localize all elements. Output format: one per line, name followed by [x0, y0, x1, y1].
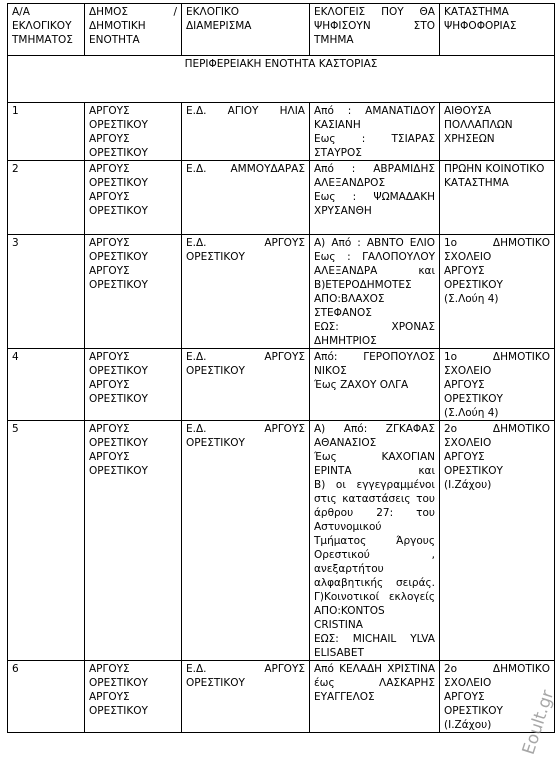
- cell-katastima-line: (Ι.Ζάχου): [444, 479, 492, 491]
- cell-katastima-line: 2ο ΔΗΜΟΤΙΚΟ: [444, 663, 550, 675]
- cell-dimos-line: ΑΡΓΟΥΣ: [89, 423, 130, 435]
- cell-ekloges-line: ΔΗΜΗΤΡΙΟΣ: [314, 335, 377, 347]
- cell-ekloges-line: ΕΩΣ: ΧΡΟΝΑΣ: [314, 321, 435, 333]
- cell-ekloges-line: Εως : ΓΑΛΟΠΟΥΛΟΥ: [314, 251, 435, 263]
- cell-ekloges-line: Α) Από: ΖΓΚΑΦΑΣ: [314, 423, 435, 435]
- cell-katastima-line: ΧΡΗΣΕΩΝ: [444, 133, 495, 145]
- cell-dimos-line: ΑΡΓΟΥΣ: [89, 163, 130, 175]
- cell-dimos-line: ΑΡΓΟΥΣ: [89, 451, 130, 463]
- table-header-row: [8, 4, 555, 56]
- cell-katastima-line: 2ο ΔΗΜΟΤΙΚΟ: [444, 423, 550, 435]
- cell-dimos: [85, 661, 182, 733]
- cell-katastima-line: ΑΡΓΟΥΣ: [444, 451, 485, 463]
- cell-katastima-line: (Ι.Ζάχου): [444, 719, 492, 731]
- cell-ekloges-line: ΕΥΑΓΓΕΛΟΣ: [314, 691, 375, 703]
- cell-katastima-line: ΑΡΓΟΥΣ: [444, 379, 485, 391]
- region-row: [8, 56, 555, 103]
- cell-dimos-line: ΟΡΕΣΤΙΚΟΥ: [89, 705, 148, 717]
- cell-dimos-line: ΟΡΕΣΤΙΚΟΥ: [89, 437, 148, 449]
- cell-ekloges-line: ΧΡΥΣΑΝΘΗ: [314, 205, 372, 217]
- cell-diamerisma: [182, 421, 310, 661]
- cell-katastima-line: ΣΧΟΛΕΙΟ: [444, 437, 492, 449]
- header-katastima: ΚΑΤΑΣΤΗΜΑ ΨΗΦΟΦΟΡΙΑΣ: [440, 4, 555, 56]
- cell-dimos-line: ΑΡΓΟΥΣ: [89, 133, 130, 145]
- cell-ekloges-line: άρθρου 27: του: [314, 507, 435, 519]
- cell-ekloges: [310, 661, 440, 733]
- cell-katastima-line: ΠΡΩΗΝ ΚΟΙΝΟΤΙΚΟ: [444, 163, 545, 175]
- cell-aa: 4: [8, 349, 85, 421]
- cell-ekloges-line: Εως : ΨΩΜΑΔΑΚΗ: [314, 191, 435, 203]
- cell-katastima-line: ΟΡΕΣΤΙΚΟΥ: [444, 393, 503, 405]
- cell-katastima: [440, 421, 555, 661]
- cell-ekloges: [310, 235, 440, 349]
- cell-ekloges-line: Ορεστικού ,: [314, 549, 435, 561]
- cell-ekloges-line: έως ΛΑΣΚΑΡΗΣ: [314, 677, 435, 689]
- cell-katastima: [440, 349, 555, 421]
- table-row: [8, 103, 555, 161]
- cell-diamerisma-line: ΟΡΕΣΤΙΚΟΥ: [186, 677, 245, 689]
- cell-katastima-line: ΟΡΕΣΤΙΚΟΥ: [444, 279, 503, 291]
- cell-katastima-line: ΠΟΛΛΑΠΛΩΝ: [444, 119, 513, 131]
- cell-ekloges-line: Τμήματος Άργους: [314, 535, 435, 547]
- cell-ekloges-line: ΑΘΑΝΑΣΙΟΣ: [314, 437, 377, 449]
- cell-ekloges: [310, 349, 440, 421]
- cell-diamerisma-line: Ε.Δ. ΑΡΓΟΥΣ: [186, 237, 305, 249]
- cell-dimos-line: ΟΡΕΣΤΙΚΟΥ: [89, 677, 148, 689]
- cell-katastima-line: ΟΡΕΣΤΙΚΟΥ: [444, 705, 503, 717]
- cell-aa: 5: [8, 421, 85, 661]
- cell-ekloges-line: αλφαβητικής σειράς.: [314, 577, 435, 589]
- cell-dimos-line: ΑΡΓΟΥΣ: [89, 191, 130, 203]
- cell-dimos-line: ΑΡΓΟΥΣ: [89, 105, 130, 117]
- cell-dimos-line: ΟΡΕΣΤΙΚΟΥ: [89, 365, 148, 377]
- cell-diamerisma-line: Ε.Δ. ΑΜΜΟΥΔΑΡΑΣ: [186, 163, 305, 175]
- cell-ekloges-line: ανεξαρτήτου: [314, 563, 384, 575]
- cell-katastima-line: ΑΡΓΟΥΣ: [444, 691, 485, 703]
- cell-dimos-line: ΟΡΕΣΤΙΚΟΥ: [89, 393, 148, 405]
- cell-ekloges-line: ΑΠΟ:ΒΛΑΧΟΣ: [314, 293, 385, 305]
- table-row: [8, 161, 555, 235]
- cell-diamerisma: [182, 235, 310, 349]
- cell-ekloges-line: Έως ΚΑΧΟΓΙΑΝ: [314, 451, 435, 463]
- cell-katastima-line: ΟΡΕΣΤΙΚΟΥ: [444, 465, 503, 477]
- cell-ekloges-line: Β)ΕΤΕΡΟΔΗΜΟΤΕΣ: [314, 279, 412, 291]
- cell-ekloges: [310, 421, 440, 661]
- cell-aa: 2: [8, 161, 85, 235]
- cell-ekloges-line: Γ)Κοινοτικοί εκλογείς: [314, 591, 435, 603]
- cell-ekloges-line: ΑΠΟ:KONTOS: [314, 605, 385, 617]
- header-aa-tmimatos: Α/Α ΕΚΛΟΓΙΚΟΥ ΤΜΗΜΑΤΟΣ: [8, 4, 85, 56]
- cell-ekloges-line: Εως : ΤΣΙΑΡΑΣ: [314, 133, 435, 145]
- cell-dimos-line: ΑΡΓΟΥΣ: [89, 265, 130, 277]
- cell-ekloges-line: Έως ΖΑΧΟΥ ΟΛΓΑ: [314, 379, 409, 391]
- cell-dimos-line: ΟΡΕΣΤΙΚΟΥ: [89, 251, 148, 263]
- cell-ekloges-line: ΕΩΣ: MICHAIL YLVA: [314, 633, 435, 645]
- cell-katastima-line: ΣΧΟΛΕΙΟ: [444, 677, 492, 689]
- cell-dimos-line: ΟΡΕΣΤΙΚΟΥ: [89, 147, 148, 159]
- cell-katastima: [440, 235, 555, 349]
- cell-katastima-line: 1ο ΔΗΜΟΤΙΚΟ: [444, 237, 550, 249]
- cell-dimos-line: ΑΡΓΟΥΣ: [89, 237, 130, 249]
- cell-ekloges-line: ΑΛΕΞΑΝΔΡΟΣ: [314, 177, 386, 189]
- cell-aa: 6: [8, 661, 85, 733]
- cell-ekloges-line: ΝΙΚΟΣ: [314, 365, 347, 377]
- cell-ekloges: [310, 103, 440, 161]
- cell-ekloges-line: Β) οι εγγεγραμμένοι: [314, 479, 435, 491]
- cell-ekloges-line: ΕΡΙΝΤΑ και: [314, 465, 435, 477]
- header-diamerisma: ΕΚΛΟΓΙΚΟ ΔΙΑΜΕΡΙΣΜΑ: [182, 4, 310, 56]
- cell-katastima: [440, 161, 555, 235]
- cell-ekloges-line: Από : ΑΒΡΑΜΙΔΗΣ: [314, 163, 435, 175]
- table-row: [8, 661, 555, 733]
- cell-katastima-line: ΑΡΓΟΥΣ: [444, 265, 485, 277]
- cell-ekloges: [310, 161, 440, 235]
- table-row: [8, 235, 555, 349]
- cell-ekloges-line: Α) Από : ΑΒΝΤΟ ΕΛΙΟ: [314, 237, 435, 249]
- region-title: ΠΕΡΙΦΕΡΕΙΑΚΗ ΕΝΟΤΗΤΑ ΚΑΣΤΟΡΙΑΣ: [8, 56, 555, 103]
- cell-katastima-line: (Σ.Λούη 4): [444, 407, 499, 419]
- cell-diamerisma-line: ΟΡΕΣΤΙΚΟΥ: [186, 251, 245, 263]
- cell-dimos-line: ΑΡΓΟΥΣ: [89, 691, 130, 703]
- cell-ekloges-line: ELISABET: [314, 647, 364, 659]
- cell-dimos: [85, 161, 182, 235]
- cell-ekloges-line: ΚΑΣΙΑΝΗ: [314, 119, 361, 131]
- polling-stations-table: [7, 3, 555, 733]
- header-dimos: ΔΗΜΟΣ / ΔΗΜΟΤΙΚΗ ΕΝΟΤΗΤΑ: [85, 4, 182, 56]
- cell-diamerisma-line: Ε.Δ. ΑΡΓΟΥΣ: [186, 423, 305, 435]
- cell-ekloges-line: Από ΚΕΛΑΔΗ ΧΡΙΣΤΙΝΑ: [314, 663, 435, 675]
- cell-katastima: [440, 103, 555, 161]
- cell-katastima-line: (Σ.Λούη 4): [444, 293, 499, 305]
- cell-ekloges-line: στις καταστάσεις του: [314, 493, 435, 505]
- cell-diamerisma: [182, 349, 310, 421]
- cell-ekloges-line: Από: ΓΕΡΟΠΟΥΛΟΣ: [314, 351, 435, 363]
- cell-aa: 3: [8, 235, 85, 349]
- cell-dimos: [85, 349, 182, 421]
- cell-dimos-line: ΑΡΓΟΥΣ: [89, 351, 130, 363]
- cell-dimos: [85, 421, 182, 661]
- cell-diamerisma: [182, 161, 310, 235]
- cell-diamerisma: [182, 661, 310, 733]
- cell-ekloges-line: ΣΤΕΦΑΝΟΣ: [314, 307, 372, 319]
- cell-ekloges-line: ΣΤΑΥΡΟΣ: [314, 147, 362, 159]
- cell-katastima-line: ΚΑΤΑΣΤΗΜΑ: [444, 177, 509, 189]
- cell-ekloges-line: Από : ΑΜΑΝΑΤΙΔΟΥ: [314, 105, 435, 117]
- cell-ekloges-line: Αστυνομικού: [314, 521, 382, 533]
- cell-katastima-line: ΣΧΟΛΕΙΟ: [444, 365, 492, 377]
- cell-dimos: [85, 235, 182, 349]
- cell-dimos-line: ΟΡΕΣΤΙΚΟΥ: [89, 177, 148, 189]
- table-row: [8, 349, 555, 421]
- watermark: Eoult.gr: [518, 687, 558, 757]
- cell-diamerisma-line: Ε.Δ. ΑΓΙΟΥ ΗΛΙΑ: [186, 105, 305, 117]
- cell-dimos-line: ΟΡΕΣΤΙΚΟΥ: [89, 465, 148, 477]
- cell-dimos: [85, 103, 182, 161]
- cell-diamerisma: [182, 103, 310, 161]
- cell-ekloges-line: ΑΛΕΞΑΝΔΡΑ και: [314, 265, 435, 277]
- table-row: [8, 421, 555, 661]
- cell-diamerisma-line: Ε.Δ. ΑΡΓΟΥΣ: [186, 663, 305, 675]
- cell-katastima-line: 1ο ΔΗΜΟΤΙΚΟ: [444, 351, 550, 363]
- header-ekloges: ΕΚΛΟΓΕΙΣ ΠΟΥ ΘΑ ΨΗΦΙΣΟΥΝ ΣΤΟ ΤΜΗΜΑ: [310, 4, 440, 56]
- cell-ekloges-line: CRISTINA: [314, 619, 363, 631]
- cell-diamerisma-line: ΟΡΕΣΤΙΚΟΥ: [186, 365, 245, 377]
- cell-katastima-line: ΣΧΟΛΕΙΟ: [444, 251, 492, 263]
- cell-dimos-line: ΟΡΕΣΤΙΚΟΥ: [89, 205, 148, 217]
- cell-dimos-line: ΑΡΓΟΥΣ: [89, 663, 130, 675]
- cell-dimos-line: ΟΡΕΣΤΙΚΟΥ: [89, 279, 148, 291]
- cell-diamerisma-line: ΟΡΕΣΤΙΚΟΥ: [186, 437, 245, 449]
- cell-dimos-line: ΑΡΓΟΥΣ: [89, 379, 130, 391]
- cell-dimos-line: ΟΡΕΣΤΙΚΟΥ: [89, 119, 148, 131]
- cell-katastima-line: ΑΙΘΟΥΣΑ: [444, 105, 492, 117]
- cell-aa: 1: [8, 103, 85, 161]
- cell-diamerisma-line: Ε.Δ. ΑΡΓΟΥΣ: [186, 351, 305, 363]
